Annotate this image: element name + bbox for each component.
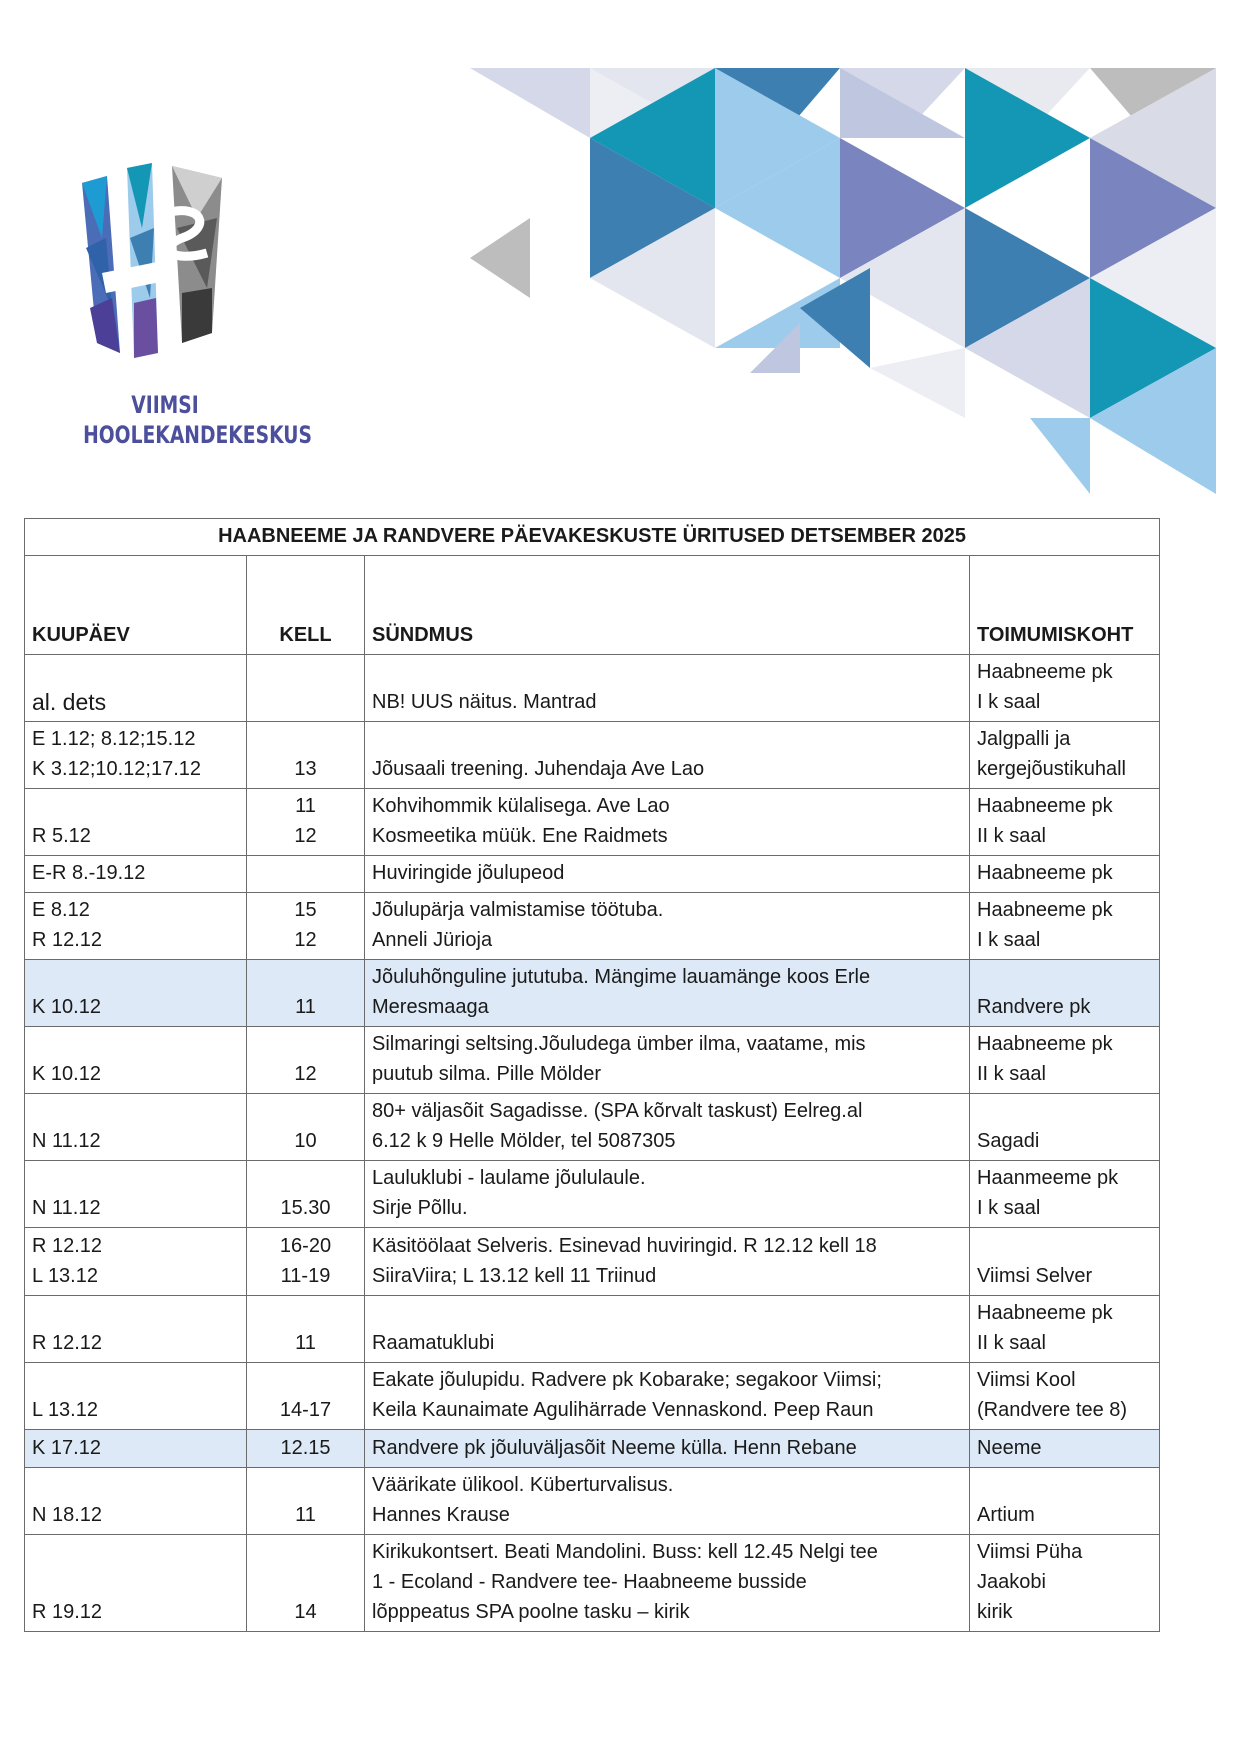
event-venue-cell — [970, 1094, 1160, 1161]
event-description-cell — [365, 1535, 970, 1632]
event-time-line: 11 — [295, 795, 316, 817]
event-description-line: Jõuluhõnguline jututuba. Mängime lauamänge koos Erle — [372, 966, 871, 988]
event-time-line: 11-19 — [280, 1265, 331, 1287]
event-time-cell — [247, 1161, 365, 1228]
event-description-line: Eakate jõulupidu. Radvere pk Kobarake; segakoor Viimsi; — [372, 1369, 882, 1391]
event-venue-cell — [970, 1430, 1160, 1468]
event-time-line: 14-17 — [279, 1399, 332, 1421]
header-date: KUUPÄEV — [25, 556, 247, 655]
event-time-cell — [247, 1228, 365, 1296]
event-row — [25, 722, 1160, 789]
event-row — [25, 1094, 1160, 1161]
event-date-cell — [25, 1363, 247, 1430]
event-description-cell — [365, 789, 970, 856]
event-venue-line: (Randvere tee 8) — [977, 1399, 1128, 1421]
event-venue-cell — [970, 893, 1160, 960]
event-venue-cell — [970, 1535, 1160, 1632]
event-date-line: R 19.12 — [32, 1601, 103, 1623]
event-venue-cell — [970, 722, 1160, 789]
event-date-line: N 11.12 — [32, 1130, 101, 1152]
event-time-line: 12 — [294, 1063, 317, 1085]
event-venue-line: Haabneeme pk — [977, 899, 1113, 921]
event-description-line: Meresmaaga — [372, 996, 489, 1018]
header-venue: TOIMUMISKOHT — [970, 556, 1160, 655]
event-time-cell — [247, 856, 365, 893]
event-time-cell — [247, 893, 365, 960]
event-venue-line: Haabneeme pk — [977, 1033, 1113, 1055]
event-description-line: 6.12 k 9 Helle Mölder, tel 5087305 — [372, 1130, 676, 1152]
event-venue-cell — [970, 1296, 1160, 1363]
event-time-line: 15.30 — [280, 1197, 331, 1219]
event-description-cell — [365, 1430, 970, 1468]
event-venue-line: Artium — [977, 1504, 1035, 1526]
event-row — [25, 1468, 1160, 1535]
event-date-cell — [25, 893, 247, 960]
event-time-line: 15 — [294, 899, 317, 921]
event-description-line: Kirikukontsert. Beati Mandolini. Buss: kell 12.45 Nelgi tee — [372, 1541, 878, 1563]
event-date-line: L 13.12 — [32, 1265, 98, 1287]
event-venue-line: Haabneeme pk — [977, 661, 1113, 683]
event-date-line: K 17.12 — [32, 1437, 101, 1459]
event-venue-line: I k saal — [977, 691, 1041, 713]
event-venue-cell — [970, 1027, 1160, 1094]
event-description-line: NB! UUS näitus. Mantrad — [372, 691, 597, 713]
event-date-line: R 12.12 — [32, 1332, 103, 1354]
event-time-line: 13 — [294, 758, 317, 780]
event-venue-line: Sagadi — [977, 1130, 1040, 1152]
event-venue-line: II k saal — [977, 825, 1046, 847]
event-venue-line: I k saal — [977, 929, 1041, 951]
event-time-line: 11 — [295, 1332, 316, 1354]
event-date-line: al. dets — [32, 689, 107, 715]
event-row — [25, 1535, 1160, 1632]
deco-tri — [470, 218, 530, 298]
event-date-line: E 8.12 — [32, 899, 90, 921]
event-time-line: 14 — [294, 1601, 317, 1623]
event-date-cell — [25, 789, 247, 856]
event-time-cell — [247, 1535, 365, 1632]
event-time-line: 16-20 — [279, 1235, 332, 1257]
event-description-cell — [365, 1027, 970, 1094]
event-venue-line: kirik — [977, 1601, 1013, 1623]
event-venue-line: Jalgpalli ja — [977, 728, 1071, 750]
event-description-line: 80+ väljasõit Sagadisse. (SPA kõrvalt taskust) Eelreg.al — [372, 1100, 863, 1122]
event-date-cell — [25, 722, 247, 789]
event-venue-cell — [970, 856, 1160, 893]
deco-tri — [470, 68, 590, 138]
event-date-cell — [25, 1535, 247, 1632]
event-time-cell — [247, 1468, 365, 1535]
event-description-line: Lauluklubi - laulame jõululaule. — [372, 1167, 646, 1189]
event-row — [25, 1027, 1160, 1094]
event-description-cell — [365, 893, 970, 960]
event-description-line: lõpppeatus SPA poolne tasku – kirik — [372, 1601, 690, 1623]
organization-logo — [60, 158, 312, 468]
event-description-line: puutub silma. Pille Mölder — [372, 1063, 601, 1085]
event-time-line: 10 — [294, 1130, 317, 1152]
event-venue-cell — [970, 1228, 1160, 1296]
event-date-line: K 3.12;10.12;17.12 — [32, 758, 202, 780]
logo-mark-icon — [72, 158, 252, 368]
event-date-line: R 12.12 — [32, 1235, 103, 1257]
event-venue-cell — [970, 655, 1160, 722]
event-venue-cell — [970, 1161, 1160, 1228]
header-event: SÜNDMUS — [365, 556, 970, 655]
event-venue-cell — [970, 1363, 1160, 1430]
event-date-line: K 10.12 — [32, 1063, 101, 1085]
deco-tri — [1030, 418, 1090, 494]
event-row — [25, 1228, 1160, 1296]
event-description-cell — [365, 1094, 970, 1161]
event-time-cell — [247, 1363, 365, 1430]
event-venue-line: Randvere pk — [977, 996, 1091, 1018]
event-time-cell — [247, 722, 365, 789]
event-venue-line: Neeme — [977, 1437, 1042, 1459]
event-date-cell — [25, 655, 247, 722]
event-date-cell — [25, 1430, 247, 1468]
event-description-line: 1 - Ecoland - Randvere tee- Haabneeme busside — [372, 1571, 807, 1593]
event-date-cell — [25, 1094, 247, 1161]
event-venue-line: Haabneeme pk — [977, 795, 1113, 817]
organization-name — [83, 390, 312, 450]
event-time-cell — [247, 655, 365, 722]
event-time-line: 11 — [295, 1504, 316, 1526]
event-time-cell — [247, 1094, 365, 1161]
event-date-cell — [25, 1027, 247, 1094]
event-description-line: Jõusaali treening. Juhendaja Ave Lao — [372, 758, 705, 780]
event-description-line: SiiraViira; L 13.12 kell 11 Triinud — [372, 1265, 657, 1287]
event-row — [25, 856, 1160, 893]
event-date-cell — [25, 960, 247, 1027]
event-venue-cell — [970, 789, 1160, 856]
event-date-line: R 12.12 — [32, 929, 103, 951]
event-description-cell — [365, 655, 970, 722]
event-description-line: Kosmeetika müük. Ene Raidmets — [372, 825, 668, 847]
event-row — [25, 655, 1160, 722]
event-row — [25, 1296, 1160, 1363]
deco-tri — [870, 348, 965, 418]
header-time: KELL — [247, 556, 365, 655]
event-time-cell — [247, 960, 365, 1027]
event-time-line: 12 — [294, 825, 317, 847]
event-venue-cell — [970, 960, 1160, 1027]
event-venue-line: Jaakobi — [977, 1571, 1046, 1593]
event-time-line: 12 — [294, 929, 317, 951]
event-venue-line: Viimsi Kool — [977, 1369, 1076, 1391]
event-date-cell — [25, 1468, 247, 1535]
event-date-line: N 11.12 — [32, 1197, 101, 1219]
event-time-cell — [247, 789, 365, 856]
event-row — [25, 1430, 1160, 1468]
events-table — [24, 518, 1160, 1632]
event-description-cell — [365, 960, 970, 1027]
event-date-line: N 18.12 — [32, 1504, 103, 1526]
event-date-line: E-R 8.-19.12 — [32, 862, 146, 884]
event-description-cell — [365, 1296, 970, 1363]
event-description-line: Keila Kaunaimate Agulihärrade Vennaskond. Peep Raun — [372, 1399, 874, 1421]
event-row — [25, 960, 1160, 1027]
event-description-line: Silmaringi seltsing.Jõuludega ümber ilma, vaatame, mis — [372, 1033, 866, 1055]
decorative-triangles — [470, 68, 1216, 494]
event-description-cell — [365, 1468, 970, 1535]
event-description-line: Huviringide jõulupeod — [372, 862, 565, 884]
event-venue-line: Haabneeme pk — [977, 862, 1113, 884]
organization-name-line2: HOOLEKANDEKESKUS — [83, 421, 312, 449]
event-time-line: 12.15 — [280, 1437, 331, 1459]
event-date-line: E 1.12; 8.12;15.12 — [32, 728, 196, 750]
event-venue-line: II k saal — [977, 1063, 1046, 1085]
event-row — [25, 1363, 1160, 1430]
organization-name-line1: VIIMSI — [131, 391, 199, 419]
event-description-line: Jõulupärja valmistamise töötuba. — [372, 899, 664, 921]
event-description-line: Käsitöölaat Selveris. Esinevad huviringid. R 12.12 kell 18 — [372, 1235, 877, 1257]
event-date-cell — [25, 1228, 247, 1296]
event-venue-line: I k saal — [977, 1197, 1041, 1219]
event-venue-line: Viimsi Püha — [977, 1541, 1083, 1563]
event-description-cell — [365, 856, 970, 893]
event-description-cell — [365, 1363, 970, 1430]
event-description-cell — [365, 722, 970, 789]
event-venue-line: Haabneeme pk — [977, 1302, 1113, 1324]
table-header-row — [25, 556, 1160, 655]
event-description-line: Anneli Jürioja — [372, 929, 493, 951]
event-row — [25, 1161, 1160, 1228]
event-date-line: R 5.12 — [32, 825, 91, 847]
event-time-cell — [247, 1296, 365, 1363]
event-time-line: 11 — [295, 996, 316, 1018]
event-description-line: Sirje Põllu. — [372, 1197, 468, 1219]
table-title: HAABNEEME JA RANDVERE PÄEVAKESKUSTE ÜRITUSED DETSEMBER 2025 — [25, 519, 1160, 556]
event-row — [25, 893, 1160, 960]
event-date-line: L 13.12 — [32, 1399, 98, 1421]
event-venue-line: II k saal — [977, 1332, 1046, 1354]
event-venue-line: Viimsi Selver — [977, 1265, 1093, 1287]
event-venue-line: Haanmeeme pk — [977, 1167, 1119, 1189]
event-description-line: Kohvihommik külalisega. Ave Lao — [372, 795, 670, 817]
event-description-line: Hannes Krause — [372, 1504, 510, 1526]
event-description-cell — [365, 1161, 970, 1228]
event-row — [25, 789, 1160, 856]
event-venue-cell — [970, 1468, 1160, 1535]
event-description-line: Raamatuklubi — [372, 1332, 495, 1354]
event-description-line: Randvere pk jõuluväljasõit Neeme külla. Henn Rebane — [372, 1437, 857, 1459]
event-time-cell — [247, 1430, 365, 1468]
event-description-cell — [365, 1228, 970, 1296]
event-date-cell — [25, 1161, 247, 1228]
event-date-line: K 10.12 — [32, 996, 101, 1018]
event-rows — [25, 655, 1160, 1632]
event-date-cell — [25, 856, 247, 893]
event-venue-line: kergejõustikuhall — [977, 758, 1126, 780]
event-date-cell — [25, 1296, 247, 1363]
event-time-cell — [247, 1027, 365, 1094]
event-description-line: Väärikate ülikool. Küberturvalisus. — [372, 1474, 674, 1496]
